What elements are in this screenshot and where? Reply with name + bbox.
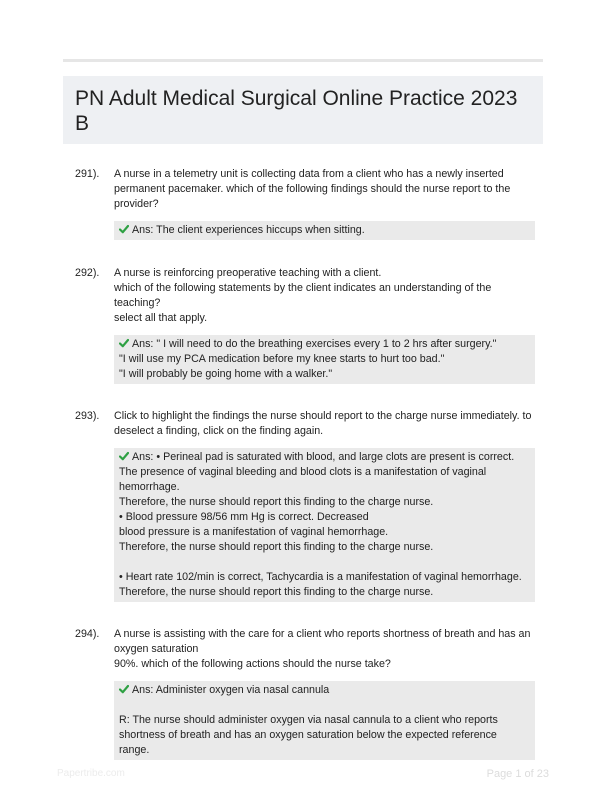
question-number: 291). [75,168,100,180]
answer-box [114,335,535,384]
question-item [75,266,537,384]
question-line: permanent pacemaker. which of the following findings should the nurse report to the [114,183,511,195]
answer-line: shortness of breath and has an oxygen saturation below the expected reference range. [119,729,500,756]
answer-line: Ans: Administer oxygen via nasal cannula [132,684,330,696]
answer-row [119,465,530,480]
answer-line: • Blood pressure 98/56 mm Hg is correct. Decreased [119,511,369,523]
question-item [75,409,537,602]
answer-line: The presence of vaginal bleeding and blood clots is a manifestation of vaginal [119,466,487,478]
answer-row [119,450,530,465]
answer-line: Ans: " I will need to do the breathing exercises every 1 to 2 hrs after surgery." [132,338,497,350]
question-text [114,167,537,212]
answer-line: "I will probably be going home with a walker." [119,368,333,380]
answer-box [114,681,535,760]
answer-row [119,728,530,758]
question-line: deselect a finding, click on the finding again. [114,425,324,437]
answer-row [119,337,530,352]
question-number: 293). [75,410,100,422]
check-icon [119,684,129,694]
answer-row [119,540,530,555]
answer-row [119,570,530,585]
question-line: A nurse is assisting with the care for a client who reports shortness of breath and has an [114,628,531,640]
page-title: PN Adult Medical Surgical Online Practice 2023 B [75,87,518,135]
question-number: 294). [75,628,100,640]
top-divider [63,59,543,62]
answer-line: • Heart rate 102/min is correct, Tachycardia is a manifestation of vaginal hemorrhage. [119,571,522,583]
question-line: teaching? [114,297,161,309]
check-icon [119,338,129,348]
question-text [114,627,537,672]
question-line: which of the following statements by the client indicates an understanding of the [114,282,492,294]
answer-line: Ans: The client experiences hiccups when sitting. [132,224,365,236]
answer-row [119,510,530,525]
title-banner [63,76,543,144]
question-line: select all that apply. [114,312,208,324]
answer-row [119,713,530,728]
answer-box [114,221,535,240]
answer-line: blood pressure is a manifestation of vaginal hemorrhage. [119,526,389,538]
question-line: A nurse is reinforcing preoperative teaching with a client. [114,267,382,279]
answer-box [114,448,535,602]
answer-row [119,480,530,495]
answer-row [119,223,530,238]
answer-row [119,525,530,540]
answer-spacer [119,555,530,570]
page-number: Page 1 of 23 [486,768,549,780]
check-icon [119,224,129,234]
question-text [114,409,537,439]
answer-row [119,683,530,698]
question-line: oxygen saturation [114,643,199,655]
answer-spacer [119,698,530,713]
answer-row [119,367,530,382]
question-line: 90%. which of the following actions should the nurse take? [114,658,391,670]
answer-row [119,352,530,367]
question-item [75,167,537,240]
check-icon [119,451,129,461]
question-item [75,627,537,760]
answer-line: Therefore, the nurse should report this finding to the charge nurse. [119,541,434,553]
answer-line: hemorrhage. [119,481,180,493]
answer-line: Therefore, the nurse should report this finding to the charge nurse. [119,586,434,598]
answer-line: Ans: • Perineal pad is saturated with blood, and large clots are present is correct. [132,451,515,463]
question-line: Click to highlight the findings the nurse should report to the charge nurse immediately. to [114,410,532,422]
answer-line: "I will use my PCA medication before my knee starts to hurt too bad." [119,353,445,365]
answer-row [119,495,530,510]
question-text [114,266,537,326]
answer-line: Therefore, the nurse should report this finding to the charge nurse. [119,496,434,508]
answer-row [119,585,530,600]
question-number: 292). [75,267,100,279]
question-line: provider? [114,198,159,210]
answer-line: R: The nurse should administer oxygen via nasal cannula to a client who reports [119,714,498,726]
footer-watermark: Papertribe.com [57,768,125,779]
question-line: A nurse in a telemetry unit is collecting data from a client who has a newly inserted [114,168,504,180]
